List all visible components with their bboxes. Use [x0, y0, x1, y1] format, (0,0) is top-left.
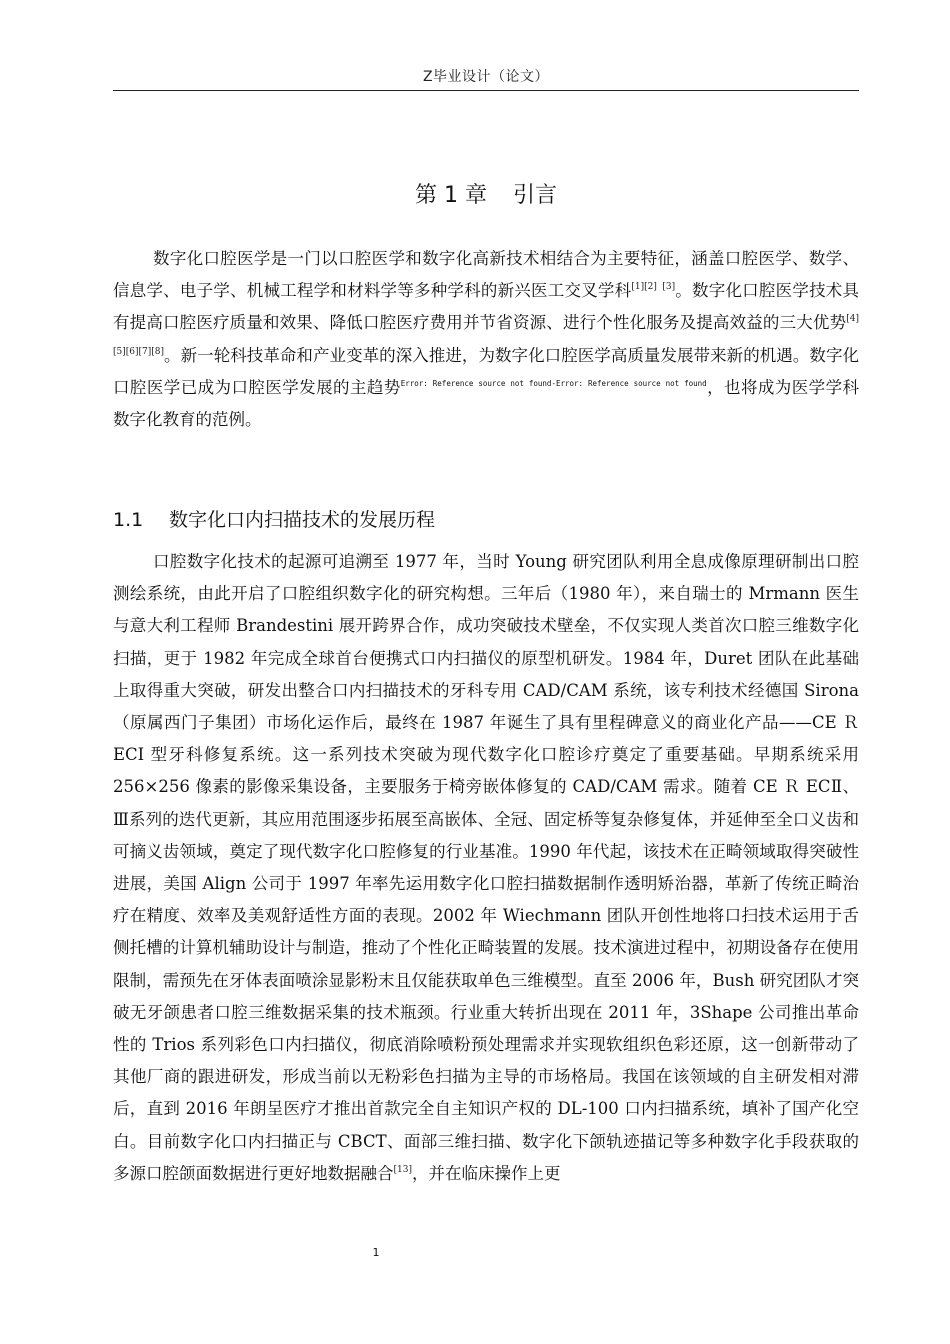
intro-text-3: 。新一轮科技革命和产业变革的深入推进，为数字化口腔医学高质量发展带来新的机遇。数字化口腔医学已成为口腔医学发展的主趋势 [113, 345, 859, 397]
intro-paragraph [113, 243, 859, 436]
intro-text-1: 数字化口腔医学是一门以口腔医学和数字化高新技术相结合为主要特征，涵盖口腔医学、数学、信息学、电子学、机械工程学和材料学等多种学科的新兴医工交叉学科 [113, 249, 859, 301]
section-text-tail: ，并在临床操作上更 [411, 1163, 561, 1183]
intro-text-2: 。数字化口腔医学技术具有提高口腔医疗质量和效果、降低口腔医疗费用并节省资源、进行个性化服务及提高效益的三大优势 [113, 281, 860, 333]
chapter-heading [113, 178, 859, 209]
citation-ref: [13] [393, 1164, 412, 1175]
reference-error: Error: Reference source not found-Error: Reference source not found [400, 378, 707, 388]
chapter-title: 引言 [512, 183, 557, 208]
page-header: Z毕业设计（论文） [422, 69, 550, 85]
chapter-number: 第 1 章 [415, 183, 487, 208]
section-paragraph [113, 546, 859, 1190]
section-title: 数字化口内扫描技术的发展历程 [169, 509, 436, 531]
section-heading [113, 505, 435, 532]
intro-text-4: ，也将成为医学学科数字化教育的范例。 [113, 377, 860, 430]
page-number: 1 [372, 1246, 380, 1259]
citation-ref: [1] [631, 282, 645, 293]
citation-ref: [4][5][6][7][8] [113, 314, 859, 357]
header-divider [113, 90, 859, 91]
citation-ref: [2] [644, 282, 657, 293]
citation-ref: [3] [662, 282, 676, 293]
section-text: 口腔数字化技术的起源可追溯至 1977 年，当时 Young 研究团队利用全息成像原理研制出口腔测绘系统，由此开启了口腔组织数字化的研究构想。三年后（1980 年），来自瑞士的 Mrmann 医生与意大利工程师 Brandestini 展开跨界合作，成功突破技术壁垒，不仅实现人类首次口腔三维数字化扫描，更于 1982 年完成全球首台便携式口内扫描仪的原型机研发。1984 年，Duret 团队在此基础上取得重大突破，研发出整合口内扫描技术的牙科专用 CAD/CAM 系统，该专利技术经德国 Sirona（原属西门子集团）市场化运作后，最终在 1987 年诞生了具有里程碑意义的商业化产品——CE Ｒ ECI 型牙科修复系统。这一系列技术突破为现代数字化口腔诊疗奠定了重要基础。早期系统采用 256×256 像素的影像采集设备，主要服务于椅旁嵌体修复的 CAD/CAM 需求。随着 CE Ｒ ECⅡ、Ⅲ系列的迭代更新，其应用范围逐步拓展至高嵌体、全冠、固定桥等复杂修复体，并延伸至全口义齿和可摘义齿领域，奠定了现代数字化口腔修复的行业基准。1990 年代起，该技术在正畸领域取得突破性进展，美国 Align 公司于 1997 年率先运用数字化口腔扫描数据制作透明矫治器，革新了传统正畸治疗在精度、效率及美观舒适性方面的表现。2002 年 Wiechmann 团队开创性地将口扫技术运用于舌侧托槽的计算机辅助设计与制造，推动了个性化正畸装置的发展。技术演进过程中，初期设备存在使用限制，需预先在牙体表面喷涂显影粉末且仅能获取单色三维模型。直至 2006 年，Bush 研究团队才突破无牙颌患者口腔三维数据采集的技术瓶颈。行业重大转折出现在 2011 年，3Shape 公司推出革命性的 Trios 系列彩色口内扫描仪，彻底消除喷粉预处理需求并实现软组织色彩还原，这一创新带动了其他厂商的跟进研发，形成当前以无粉彩色扫描为主导的市场格局。我国在该领域的自主研发相对滞后，直到 2016 年朗呈医疗才推出首款完全自主知识产权的 DL-100 口内扫描系统，填补了国产化空白。目前数字化口内扫描正与 CBCT、面部三维扫描、数字化下颌轨迹描记等多种数字化手段获取的多源口腔颌面数据进行更好地数据融合 [113, 552, 859, 1183]
section-number: 1.1 [113, 509, 144, 531]
